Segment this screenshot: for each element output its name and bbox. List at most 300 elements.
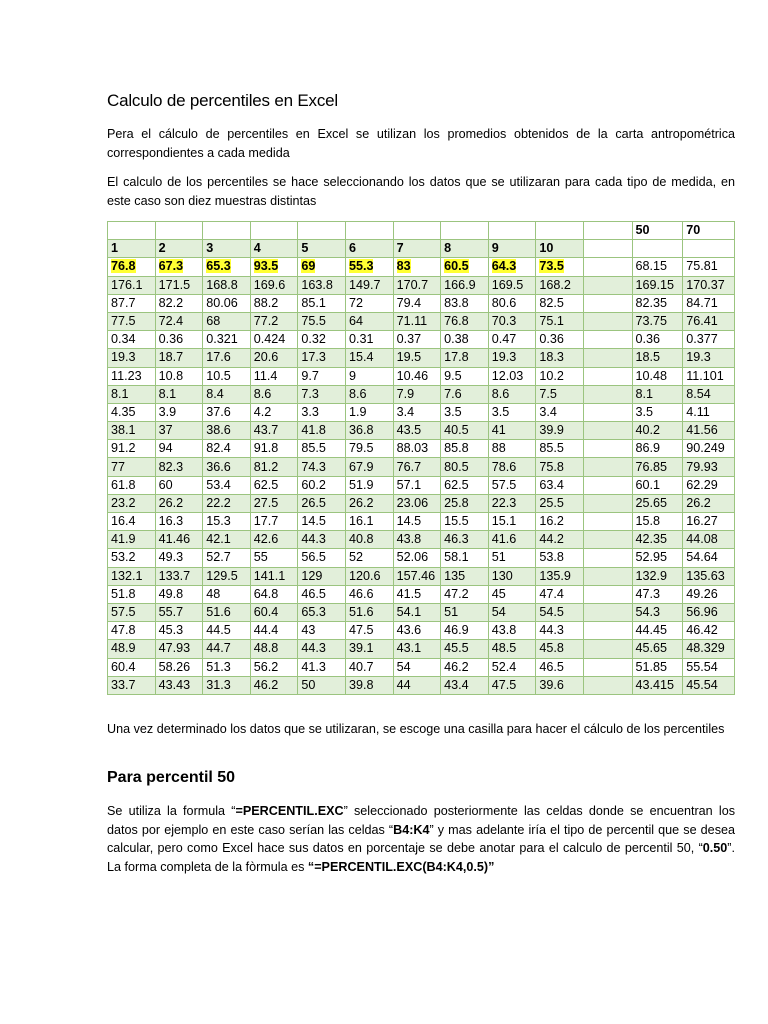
sample-cell-value: 53.8 xyxy=(539,550,564,565)
empty-cell xyxy=(583,385,632,403)
sample-cell xyxy=(536,476,584,494)
sample-cell xyxy=(203,367,251,385)
sample-cell-value: 15.1 xyxy=(491,514,517,529)
sample-cell-value: 23.2 xyxy=(111,495,136,510)
sample-cell-value: 14.5 xyxy=(301,514,326,529)
sample-cell xyxy=(155,276,203,294)
sample-cell-value: 46.3 xyxy=(444,532,469,547)
percentile-50-cell-value: 25.65 xyxy=(635,495,668,510)
empty-cell xyxy=(583,549,632,567)
sample-cell-value: 7.3 xyxy=(301,386,319,401)
sample-cell xyxy=(155,403,203,421)
sample-cell-value: 8.6 xyxy=(348,386,367,401)
sample-cell xyxy=(393,567,441,585)
sample-cell xyxy=(488,367,536,385)
sample-cell xyxy=(393,385,441,403)
sample-cell-value: 0.34 xyxy=(111,332,136,347)
sample-cell-value: 169.6 xyxy=(253,277,286,292)
sample-cell-value: 157.46 xyxy=(396,568,436,583)
sample-cell-value: 65.3 xyxy=(206,259,231,274)
sample-cell-value: 19.5 xyxy=(396,350,422,365)
sample-cell xyxy=(108,367,156,385)
sample-cell xyxy=(203,422,251,440)
sample-cell xyxy=(393,658,441,676)
sample-cell-value: 169.5 xyxy=(491,277,524,292)
table-row xyxy=(108,549,735,567)
sample-cell-value: 54 xyxy=(396,659,411,674)
sample-header-7-value: 7 xyxy=(396,241,404,256)
percentile-70-cell-value: 4.11 xyxy=(686,404,710,419)
sample-cell xyxy=(441,294,489,312)
sample-cell xyxy=(298,367,346,385)
sample-cell-value: 15.4 xyxy=(348,350,374,365)
percentile-70-cell-value: 90.249 xyxy=(686,441,725,456)
empty-cell xyxy=(583,494,632,512)
empty-cell xyxy=(155,222,203,240)
sample-cell xyxy=(108,603,156,621)
empty-cell xyxy=(583,367,632,385)
sample-cell-value: 67.9 xyxy=(348,459,374,474)
sample-cell-value: 7.9 xyxy=(396,386,415,401)
sample-cell xyxy=(155,640,203,658)
sample-cell-value: 52.7 xyxy=(206,550,231,565)
sample-cell-value: 47.5 xyxy=(348,623,374,638)
sample-cell xyxy=(155,567,203,585)
empty-cell xyxy=(583,676,632,694)
sample-cell-value: 0.36 xyxy=(158,332,184,347)
sample-cell-value: 67.3 xyxy=(158,259,184,274)
sample-cell xyxy=(108,403,156,421)
sample-cell xyxy=(488,676,536,694)
sample-cell xyxy=(393,367,441,385)
empty-cell xyxy=(583,640,632,658)
percentile-70-cell-value: 54.64 xyxy=(686,550,718,565)
sample-cell xyxy=(536,276,584,294)
sample-cell-value: 81.2 xyxy=(253,459,279,474)
sample-cell-value: 168.2 xyxy=(539,277,571,292)
sample-cell xyxy=(108,676,156,694)
sample-cell-value: 63.4 xyxy=(539,477,564,492)
sample-cell-value: 82.5 xyxy=(539,295,564,310)
sample-cell xyxy=(298,349,346,367)
sample-cell-value: 80.06 xyxy=(206,295,238,310)
percentile-70-cell xyxy=(683,385,735,403)
sample-cell xyxy=(488,276,536,294)
percentile-70-cell-value: 170.37 xyxy=(686,277,725,292)
sample-cell xyxy=(298,622,346,640)
sample-cell xyxy=(250,658,298,676)
empty-cell xyxy=(683,240,735,258)
sample-cell xyxy=(298,585,346,603)
sample-cell-value: 120.6 xyxy=(348,568,381,583)
sample-cell-value: 46.9 xyxy=(444,623,469,638)
sample-cell-value: 42.1 xyxy=(206,532,231,547)
sample-cell-value: 85.5 xyxy=(301,441,326,456)
sample-cell xyxy=(298,385,346,403)
sample-cell xyxy=(488,640,536,658)
sample-cell-value: 16.3 xyxy=(158,514,184,529)
sample-cell xyxy=(488,422,536,440)
percentile-70-cell xyxy=(683,422,735,440)
sample-cell xyxy=(108,549,156,567)
sample-cell-value: 51.3 xyxy=(206,659,231,674)
sample-cell xyxy=(345,494,393,512)
sample-cell-value: 41.8 xyxy=(301,423,326,438)
percentile-70-cell-value: 16.27 xyxy=(686,514,718,529)
sample-cell xyxy=(536,440,584,458)
sample-cell xyxy=(250,531,298,549)
sample-cell xyxy=(155,476,203,494)
sample-cell xyxy=(441,331,489,349)
percentile-header-row xyxy=(108,222,735,240)
table-row xyxy=(108,440,735,458)
sample-cell-value: 53.2 xyxy=(111,550,136,565)
sample-cell xyxy=(155,458,203,476)
sample-cell-value: 4.35 xyxy=(111,404,136,419)
sample-cell-value: 12.03 xyxy=(491,368,524,383)
sample-cell xyxy=(203,603,251,621)
sample-cell xyxy=(536,367,584,385)
sample-cell xyxy=(393,622,441,640)
sample-cell-value: 41.3 xyxy=(301,659,326,674)
sample-cell-value: 40.7 xyxy=(348,659,374,674)
percentile-50-cell-value: 8.1 xyxy=(635,386,654,401)
sample-cell-value: 25.5 xyxy=(539,495,564,510)
formula-text-4: ”. La forma completa de la fòrmula es xyxy=(107,841,735,874)
percentile-70-cell-value: 84.71 xyxy=(686,295,718,310)
sample-cell-value: 46.5 xyxy=(539,659,564,674)
sample-cell-value: 64 xyxy=(348,314,363,329)
percentile-50-cell xyxy=(632,276,683,294)
sample-cell-value: 0.36 xyxy=(539,332,564,347)
sample-cell xyxy=(536,458,584,476)
percentile-70-cell xyxy=(683,276,735,294)
sample-cell-value: 33.7 xyxy=(111,677,136,692)
sample-cell-value: 72 xyxy=(348,295,363,310)
sample-cell xyxy=(155,294,203,312)
sample-cell xyxy=(536,403,584,421)
sample-cell xyxy=(536,385,584,403)
percentile-70-cell-value: 26.2 xyxy=(686,495,711,510)
sample-cell-value: 15.3 xyxy=(206,514,231,529)
sample-header-4-value: 4 xyxy=(253,241,261,256)
sample-cell-value: 44.4 xyxy=(253,623,279,638)
sample-cell xyxy=(441,640,489,658)
sample-cell xyxy=(488,403,536,421)
percentile-50-cell xyxy=(632,640,683,658)
sample-cell-value: 83 xyxy=(396,259,411,274)
sample-cell xyxy=(345,331,393,349)
percentile-70-cell-value: 11.101 xyxy=(686,368,724,383)
sample-cell xyxy=(536,658,584,676)
sample-cell xyxy=(345,567,393,585)
sample-cell xyxy=(441,603,489,621)
percentile-70-cell-value: 8.54 xyxy=(686,386,711,401)
sample-cell-value: 46.6 xyxy=(348,586,374,601)
sample-cell xyxy=(298,276,346,294)
percentile-50-cell xyxy=(632,513,683,531)
sample-cell xyxy=(536,513,584,531)
intro-paragraph-1: Pera el cálculo de percentiles en Excel se utilizan los promedios obtenidos de la carta antropométrica correspondientes a cada medida xyxy=(107,127,735,160)
percentile-50-cell xyxy=(632,331,683,349)
percentile-70-cell xyxy=(683,294,735,312)
sample-cell xyxy=(536,640,584,658)
sample-cell-value: 60.4 xyxy=(111,659,136,674)
sample-cell xyxy=(536,676,584,694)
sample-cell-value: 43.43 xyxy=(158,677,191,692)
sample-cell-value: 17.6 xyxy=(206,350,231,365)
percentile-50-cell-value: 44.45 xyxy=(635,623,668,638)
sample-cell-value: 75.5 xyxy=(301,314,326,329)
sample-cell-value: 49.3 xyxy=(158,550,184,565)
sample-cell xyxy=(488,658,536,676)
sample-cell xyxy=(488,331,536,349)
sample-cell-value: 0.47 xyxy=(491,332,517,347)
section-heading-percentil-50: Para percentil 50 xyxy=(107,769,236,786)
percentile-50-cell-value: 82.35 xyxy=(635,295,668,310)
sample-cell-value: 77.5 xyxy=(111,314,136,329)
sample-cell-value: 87.7 xyxy=(111,295,136,310)
sample-cell-value: 7.6 xyxy=(444,386,462,401)
percentile-50-cell xyxy=(632,440,683,458)
sample-cell xyxy=(155,331,203,349)
sample-cell xyxy=(250,567,298,585)
sample-cell xyxy=(108,494,156,512)
sample-cell-value: 31.3 xyxy=(206,677,231,692)
sample-cell-value: 38.1 xyxy=(111,423,136,438)
percentile-70-cell-value: 56.96 xyxy=(686,605,718,620)
percentile-70-cell xyxy=(683,458,735,476)
empty-cell xyxy=(632,240,683,258)
sample-cell xyxy=(488,622,536,640)
sample-header-1 xyxy=(108,240,156,258)
sample-cell xyxy=(203,549,251,567)
sample-cell xyxy=(298,294,346,312)
sample-cell xyxy=(488,440,536,458)
sample-cell-value: 45.5 xyxy=(444,641,469,656)
table-row xyxy=(108,513,735,531)
sample-cell xyxy=(250,331,298,349)
percentile-header-70-value: 70 xyxy=(686,223,701,238)
sample-cell-value: 11.23 xyxy=(111,368,142,383)
sample-cell xyxy=(536,549,584,567)
sample-cell xyxy=(536,531,584,549)
sample-cell-value: 20.6 xyxy=(253,350,279,365)
sample-cell xyxy=(203,440,251,458)
percentile-70-cell-value: 45.54 xyxy=(686,677,718,692)
after-table-paragraph: Una vez determinado los datos que se utilizaran, se escoge una casilla para hacer el cálculo de los percentiles xyxy=(107,722,725,736)
sample-cell xyxy=(536,622,584,640)
sample-cell xyxy=(345,258,393,276)
sample-cell xyxy=(203,403,251,421)
table-row xyxy=(108,658,735,676)
sample-cell-value: 38.6 xyxy=(206,423,231,438)
sample-cell xyxy=(345,658,393,676)
sample-cell xyxy=(345,385,393,403)
sample-cell-value: 51 xyxy=(444,605,459,620)
sample-cell-value: 55.7 xyxy=(158,605,184,620)
empty-cell xyxy=(583,603,632,621)
sample-cell xyxy=(250,640,298,658)
intro-paragraph-2: El calculo de los percentiles se hace seleccionando los datos que se utilizaran para cada tipo de medida, en este caso son diez muestras distintas xyxy=(107,175,735,208)
empty-cell xyxy=(583,312,632,330)
sample-cell-value: 56.5 xyxy=(301,550,326,565)
sample-cell-value: 43.6 xyxy=(396,623,422,638)
sample-cell-value: 82.2 xyxy=(158,295,184,310)
percentile-50-cell-value: 40.2 xyxy=(635,423,661,438)
sample-cell-value: 94 xyxy=(158,441,173,456)
percentile-70-cell xyxy=(683,494,735,512)
percentile-50-cell xyxy=(632,531,683,549)
sample-cell-value: 27.5 xyxy=(253,495,279,510)
sample-cell-value: 75.8 xyxy=(539,459,564,474)
sample-cell xyxy=(155,349,203,367)
sample-cell xyxy=(393,549,441,567)
sample-cell xyxy=(250,494,298,512)
empty-cell xyxy=(583,622,632,640)
sample-header-7 xyxy=(393,240,441,258)
sample-cell xyxy=(155,367,203,385)
sample-cell-value: 43.7 xyxy=(253,423,279,438)
sample-cell xyxy=(536,349,584,367)
sample-cell xyxy=(345,422,393,440)
table-row xyxy=(108,258,735,276)
sample-cell xyxy=(488,494,536,512)
formula-text-1: Se utiliza la formula “ xyxy=(107,804,236,818)
sample-cell xyxy=(488,549,536,567)
sample-cell-value: 79.5 xyxy=(348,441,374,456)
percentile-50-cell-value: 60.1 xyxy=(635,477,661,492)
sample-cell-value: 39.9 xyxy=(539,423,564,438)
table-row xyxy=(108,567,735,585)
sample-cell-value: 22.3 xyxy=(491,495,517,510)
sample-cell-value: 39.6 xyxy=(539,677,564,692)
sample-cell xyxy=(441,258,489,276)
sample-cell-value: 10.8 xyxy=(158,368,184,383)
percentile-70-cell xyxy=(683,440,735,458)
sample-cell xyxy=(298,658,346,676)
sample-cell-value: 44.2 xyxy=(539,532,564,547)
sample-cell xyxy=(155,603,203,621)
sample-cell xyxy=(298,476,346,494)
sample-cell xyxy=(108,622,156,640)
sample-cell-value: 44 xyxy=(396,677,411,692)
sample-cell xyxy=(345,312,393,330)
percentile-70-cell-value: 75.81 xyxy=(686,259,718,274)
table-row xyxy=(108,640,735,658)
sample-cell-value: 129 xyxy=(301,568,323,583)
percentile-70-cell-value: 135.63 xyxy=(686,568,725,583)
sample-cell-value: 4.2 xyxy=(253,404,272,419)
sample-cell-value: 135.9 xyxy=(539,568,571,583)
sample-header-6 xyxy=(345,240,393,258)
sample-cell xyxy=(155,658,203,676)
sample-header-9 xyxy=(488,240,536,258)
empty-cell xyxy=(108,222,156,240)
sample-cell xyxy=(393,676,441,694)
sample-cell xyxy=(298,603,346,621)
sample-cell-value: 64.8 xyxy=(253,586,279,601)
sample-cell xyxy=(108,349,156,367)
sample-cell-value: 45.3 xyxy=(158,623,184,638)
sample-cell-value: 73.5 xyxy=(539,259,564,274)
sample-cell-value: 51 xyxy=(491,550,506,565)
sample-cell-value: 48 xyxy=(206,586,221,601)
sample-cell xyxy=(250,294,298,312)
sample-cell xyxy=(298,549,346,567)
sample-cell-value: 91.8 xyxy=(253,441,279,456)
sample-cell xyxy=(250,622,298,640)
sample-cell xyxy=(108,658,156,676)
sample-cell-value: 37 xyxy=(158,423,173,438)
sample-cell xyxy=(155,440,203,458)
sample-cell xyxy=(441,622,489,640)
sample-cell-value: 76.7 xyxy=(396,459,422,474)
sample-cell-value: 42.6 xyxy=(253,532,279,547)
sample-cell xyxy=(345,403,393,421)
sample-cell xyxy=(250,349,298,367)
sample-cell xyxy=(488,567,536,585)
cell-range: B4:K4 xyxy=(393,822,430,837)
sample-header-4 xyxy=(250,240,298,258)
sample-cell xyxy=(298,513,346,531)
sample-cell-value: 36.6 xyxy=(206,459,231,474)
sample-cell-value: 171.5 xyxy=(158,277,191,292)
sample-cell xyxy=(298,494,346,512)
sample-cell-value: 41.9 xyxy=(111,532,136,547)
sample-cell-value: 37.6 xyxy=(206,404,231,419)
sample-cell xyxy=(108,531,156,549)
sample-cell xyxy=(298,567,346,585)
sample-cell-value: 3.5 xyxy=(444,404,462,419)
percentile-70-cell-value: 19.3 xyxy=(686,350,711,365)
percentile-70-cell xyxy=(683,567,735,585)
table-row xyxy=(108,312,735,330)
sample-header-3-value: 3 xyxy=(206,241,214,256)
sample-cell-value: 10.46 xyxy=(396,368,429,383)
percentile-70-cell-value: 41.56 xyxy=(686,423,718,438)
sample-cell xyxy=(441,440,489,458)
sample-cell xyxy=(250,440,298,458)
empty-cell xyxy=(583,585,632,603)
sample-cell-value: 51.6 xyxy=(206,605,231,620)
sample-cell-value: 22.2 xyxy=(206,495,231,510)
percentile-50-cell-value: 68.15 xyxy=(635,259,668,274)
sample-cell xyxy=(298,440,346,458)
sample-cell-value: 25.8 xyxy=(444,495,469,510)
sample-cell-value: 91.2 xyxy=(111,441,136,456)
sample-cell xyxy=(203,640,251,658)
sample-cell xyxy=(203,658,251,676)
sample-cell xyxy=(441,658,489,676)
sample-cell-value: 8.6 xyxy=(253,386,272,401)
sample-cell xyxy=(298,312,346,330)
sample-cell-value: 43.8 xyxy=(396,532,422,547)
sample-cell-value: 76.8 xyxy=(444,314,469,329)
sample-cell-value: 82.3 xyxy=(158,459,184,474)
sample-cell-value: 80.6 xyxy=(491,295,517,310)
sample-cell xyxy=(393,513,441,531)
sample-cell xyxy=(345,640,393,658)
empty-cell xyxy=(488,222,536,240)
sample-cell xyxy=(345,622,393,640)
sample-cell xyxy=(108,513,156,531)
sample-cell xyxy=(393,440,441,458)
sample-cell xyxy=(203,276,251,294)
sample-header-2 xyxy=(155,240,203,258)
sample-cell-value: 0.38 xyxy=(444,332,469,347)
sample-cell-value: 40.5 xyxy=(444,423,469,438)
